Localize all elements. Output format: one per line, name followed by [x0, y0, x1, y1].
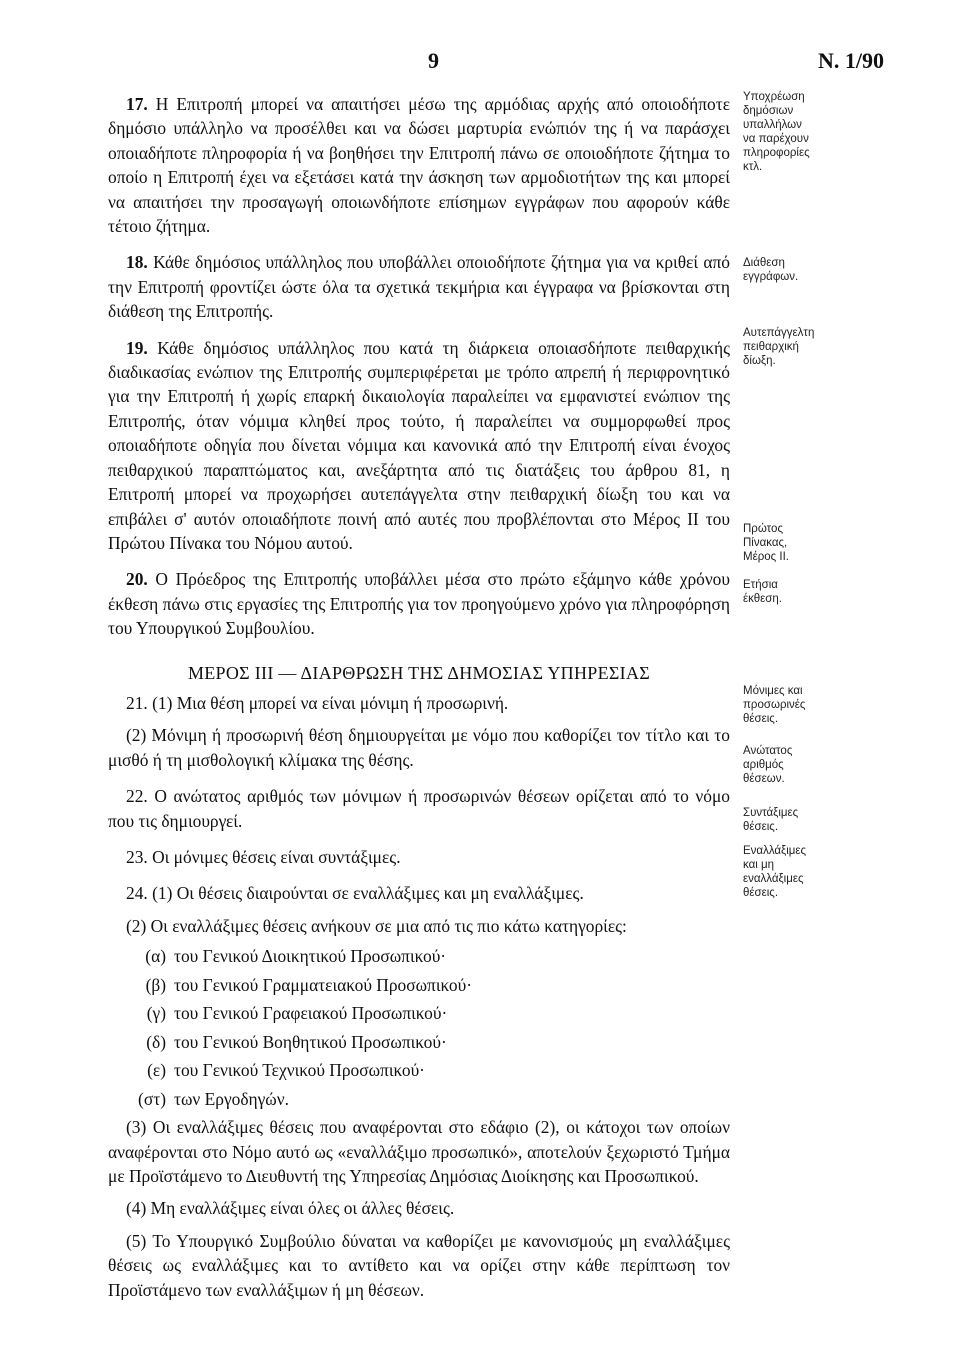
margin-note-text: Αυτεπάγγελτη πειθαρχική δίωξη.: [743, 327, 815, 367]
article-23: 23. Οι μόνιμες θέσεις είναι συντάξιμες.: [126, 846, 401, 867]
list-item: [108, 942, 730, 971]
article-17: [108, 92, 730, 238]
list-item: [108, 1056, 730, 1085]
part-heading: ΜΕΡΟΣ ΙΙΙ — ΔΙΑΡΘΡΩΣΗ ΤΗΣ ΔΗΜΟΣΙΑΣ ΥΠΗΡΕΣΙΑΣ: [187, 662, 651, 683]
article-22: 22. Ο ανώτατος αριθμός των μόνιμων ή προσωρινών θέσεων ορίζεται από το νόμο που τις δημιουργεί.: [108, 786, 730, 831]
category-label: (γ): [146, 1003, 166, 1024]
margin-note: [743, 326, 863, 368]
article-24-para-5: (5) Το Υπουργικό Συμβούλιο δύναται να καθορίζει με κανονισμούς μη εναλλάξιμες θέσεις ως εναλλάξιμες και το αντίθετο και να ορίζει στην κάθε περίπτωση τον Προϊστάμενο των εναλλάξιμων ή μη θέσεων.: [108, 1230, 730, 1300]
list-item: [108, 1085, 730, 1114]
margin-note-text: Μόνιμες και προσωρινές θέσεις.: [743, 685, 806, 725]
article-text: Η Επιτροπή μπορεί να απαιτήσει μέσω της αρμόδιας αρχής από οποιοδήποτε δημόσιο υπάλληλο να προσέλθει και να δώσει μαρτυρία ενώπιόν της ή να παράσχει οποιαδήποτε πληροφορία ή να βοηθήσει την Επιτροπή πάνω σε οποιοδήποτε ζήτημα το οποίο η Επιτροπή έχει να εξετάσει κατά την άσκηση των αρμοδιοτήτων της και μπορεί να απαιτήσει την προσαγωγή οποιωνδήποτε επίσημων εγγράφων που αφορούν κάθε τέτοιο ζήτημα.: [108, 94, 730, 237]
article-text: Ο Πρόεδρος της Επιτροπής υποβάλλει μέσα στο πρώτο εξάμηνο κάθε χρόνου έκθεση πάνω στις εργασίες της Επιτροπής για τον προηγούμενο χρόνο για πληροφόρηση του Υπουργικού Συμβουλίου.: [108, 569, 730, 639]
margin-note-text: Ανώτατος αριθμός θέσεων.: [743, 745, 793, 785]
category-text: των Εργοδηγών.: [174, 1088, 289, 1109]
category-label: (δ): [146, 1031, 166, 1052]
category-text: του Γενικού Τεχνικού Προσωπικού·: [174, 1060, 425, 1081]
margin-note: [743, 522, 863, 564]
list-item: [108, 971, 730, 1000]
margin-note-text: Διάθεση εγγράφων.: [743, 257, 799, 283]
margin-note-text: Εναλλάξιμες και μη εναλλάξιμες θέσεις.: [743, 845, 807, 899]
margin-note: [743, 806, 863, 834]
article-text: Κάθε δημόσιος υπάλληλος που υποβάλλει οποιοδήποτε ζήτημα για να κριθεί από την Επιτροπή φροντίζει ώστε όλα τα σχετικά τεκμήρια και έγγραφα να βρίσκονται στη διάθεση της Επιτροπής.: [108, 252, 730, 322]
category-label: (α): [145, 946, 166, 967]
article-20: [108, 567, 730, 640]
margin-note-text: Ετήσια έκθεση.: [743, 579, 782, 605]
margin-note-text: Υποχρέωση δημόσιων υπαλλήλων να παρέχουν πληροφορίες κτλ.: [743, 91, 810, 173]
article-text: Κάθε δημόσιος υπάλληλος που κατά τη διάρκεια οποιασδήποτε πειθαρχικής διαδικασίας ενώπιον της Επιτροπής συμπεριφέρεται με τρόπο απρεπή ή περιφρονητικό για την Επιτροπή ή χωρίς επαρκή δικαιολογία παραλείπει να εμφανιστεί ενώπιον της Επιτροπής, όταν νόμιμα κληθεί προς τούτο, ή παραλείπει να συμμορφωθεί προς οποιαδήποτε οδηγία που δίνεται νόμιμα και κανονικά από την Επιτροπή είναι ένοχος πειθαρχικού παραπτώματος και, ανεξάρτητα από τις διατάξεις του άρθρου 81, η Επιτροπή μπορεί να προχωρήσει αυτεπάγγελτα στην πειθαρχική δίωξη του και να επιβάλει σ' αυτόν οποιαδήποτε ποινή από αυτές που προβλέπονται στο Μέρος ΙΙ του Πρώτου Πίνακα του Νόμου αυτού.: [108, 337, 730, 553]
article-21-para-2: (2) Μόνιμη ή προσωρινή θέση δημιουργείται με νόμο που καθορίζει τον τίτλο και το μισθό ή τη μισθολογική κλίμακα της θέσης.: [108, 725, 730, 770]
article-18: [108, 250, 730, 323]
article-24-para-3: (3) Οι εναλλάξιμες θέσεις που αναφέρονται στο εδάφιο (2), οι κάτοχοι των οποίων αναφέρονται στο Νόμο αυτό ως «εναλλάξιμο προσωπικό», αποτελούν ξεχωριστό Τμήμα με Προϊστάμενο το Διευθυντή της Υπηρεσίας Δημόσιας Διοίκησης και Προσωπικού.: [108, 1117, 730, 1186]
category-label: (ε): [147, 1060, 166, 1081]
list-item: [108, 999, 730, 1028]
margin-note: [743, 844, 863, 900]
article-number: 20.: [126, 569, 148, 590]
category-label: (β): [145, 974, 166, 995]
margin-note: [743, 684, 863, 726]
article-24-para-4: (4) Μη εναλλάξιμες είναι όλες οι άλλες θέσεις.: [126, 1198, 455, 1219]
article-number: 17.: [126, 94, 148, 114]
article-19: [108, 336, 730, 556]
margin-note: [743, 578, 863, 606]
document-body: [108, 92, 730, 1302]
margin-note: [743, 744, 863, 786]
article-number: 19.: [126, 337, 148, 358]
category-text: του Γενικού Βοηθητικού Προσωπικού·: [174, 1031, 447, 1052]
category-label: (στ): [138, 1088, 166, 1109]
list-item: [108, 1028, 730, 1057]
margin-note: [743, 256, 863, 284]
article-21-para-1: 21. (1) Μια θέση μπορεί να είναι μόνιμη ή προσωρινή.: [126, 692, 509, 713]
category-list: [108, 942, 730, 1113]
margin-note: [743, 90, 863, 174]
category-text: του Γενικού Γραμματειακού Προσωπικού·: [174, 974, 472, 995]
page-number: 9: [428, 48, 439, 73]
article-number: 18.: [126, 252, 148, 273]
category-text: του Γενικού Διοικητικού Προσωπικού·: [174, 946, 447, 967]
page-header: [0, 48, 960, 78]
law-number: Ν. 1/90: [818, 48, 884, 73]
article-24-para-1: 24. (1) Οι θέσεις διαιρούνται σε εναλλάξιμες και μη εναλλάξιμες.: [126, 883, 584, 904]
margin-note-text: Πρώτος Πίνακας, Μέρος ΙΙ.: [743, 523, 789, 563]
category-text: του Γενικού Γραφειακού Προσωπικού·: [174, 1003, 448, 1024]
article-24-para-2: (2) Οι εναλλάξιμες θέσεις ανήκουν σε μια από τις πιο κάτω κατηγορίες:: [126, 915, 627, 936]
margin-note-text: Συντάξιμες θέσεις.: [743, 807, 799, 833]
